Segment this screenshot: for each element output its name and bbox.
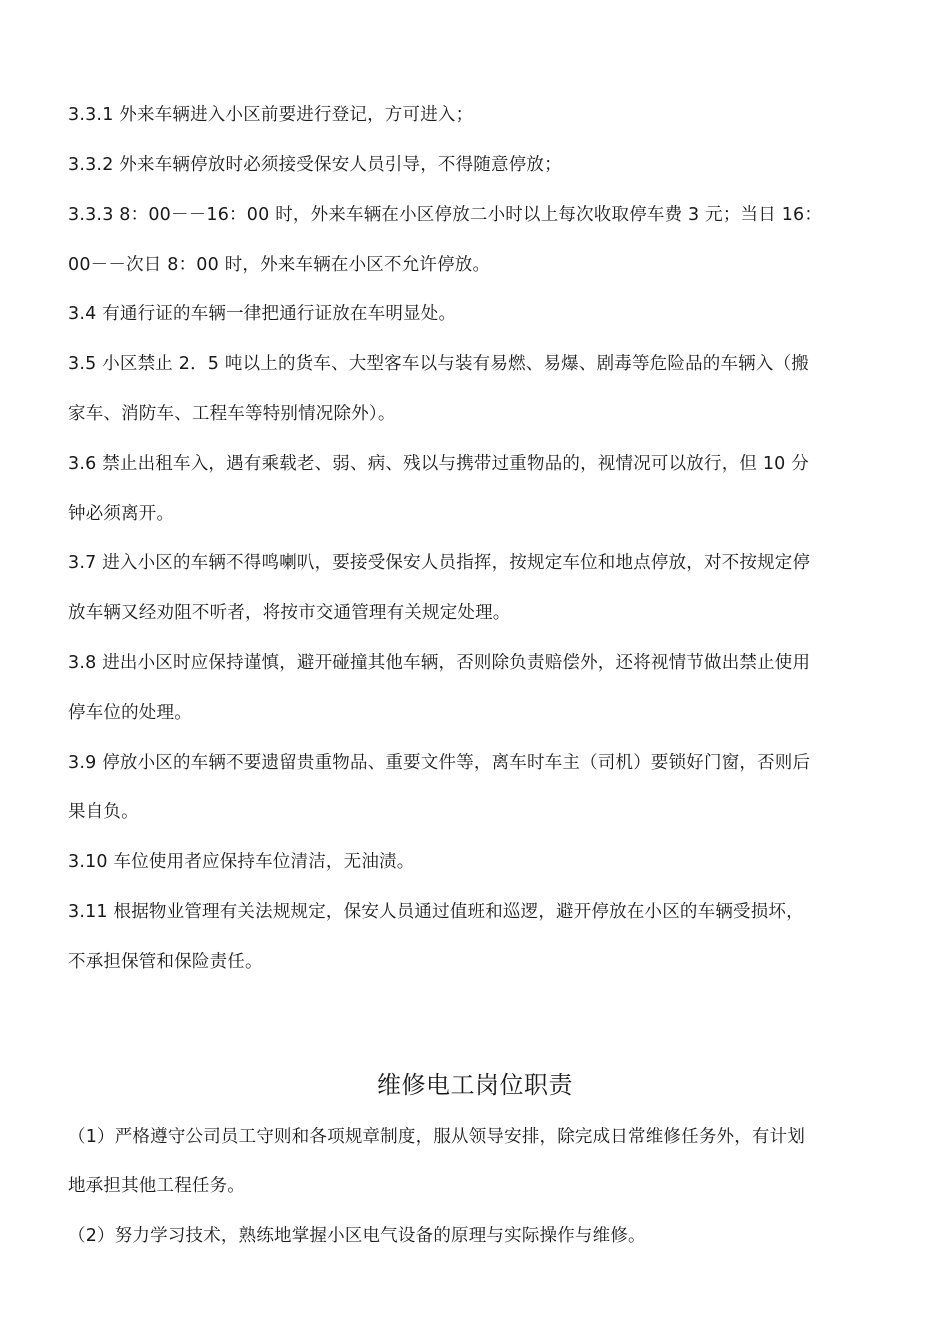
paragraph-line: 3.6 禁止出租车入，遇有乘载老、弱、病、残以与携带过重物品的，视情况可以放行，但 10 分 bbox=[68, 454, 809, 474]
paragraph-line: 3.8 进出小区时应保持谨慎，避开碰撞其他车辆，否则除负责赔偿外，还将视情节做出禁止使用 bbox=[68, 653, 811, 673]
paragraph-line: 停车位的处理。 bbox=[68, 703, 192, 723]
paragraph-line: 3.3.3 8：00－－16：00 时，外来车辆在小区停放二小时以上每次收取停车费 3 元；当日 16： bbox=[68, 205, 823, 225]
paragraph-line: （2）努力学习技术，熟练地掌握小区电气设备的原理与实际操作与维修。 bbox=[68, 1226, 646, 1246]
paragraph-line: 3.7 进入小区的车辆不得鸣喇叭，要接受保安人员指挥，按规定车位和地点停放，对不按规定停 bbox=[68, 553, 811, 573]
paragraph-line: 3.11 根据物业管理有关法规规定，保安人员通过值班和巡逻，避开停放在小区的车辆受损坏， bbox=[68, 902, 804, 922]
paragraph-line: 3.4 有通行证的车辆一律把通行证放在车明显处。 bbox=[68, 304, 457, 324]
paragraph-line: 3.10 车位使用者应保持车位清洁，无油渍。 bbox=[68, 852, 415, 872]
paragraph-line: 果自负。 bbox=[68, 802, 139, 822]
paragraph-line: 放车辆又经劝阻不听者，将按市交通管理有关规定处理。 bbox=[68, 603, 511, 623]
paragraph-line: 地承担其他工程任务。 bbox=[68, 1176, 245, 1196]
paragraph-line: 3.3.2 外来车辆停放时必须接受保安人员引导，不得随意停放； bbox=[68, 155, 562, 175]
paragraph-line: （1）严格遵守公司员工守则和各项规章制度，服从领导安排，除完成日常维修任务外，有计划 bbox=[68, 1127, 806, 1147]
paragraph-line: 3.9 停放小区的车辆不要遗留贵重物品、重要文件等，离车时车主（司机）要锁好门窗，否则后 bbox=[68, 753, 811, 773]
section-title: 维修电工岗位职责 bbox=[377, 1071, 573, 1099]
paragraph-line: 3.5 小区禁止 2．5 吨以上的货车、大型客车以与装有易燃、易爆、剧毒等危险品的车辆入（搬 bbox=[68, 354, 809, 374]
paragraph-line: 不承担保管和保险责任。 bbox=[68, 952, 263, 972]
paragraph-line: 钟必须离开。 bbox=[68, 504, 175, 524]
paragraph-line: 3.3.1 外来车辆进入小区前要进行登记，方可进入； bbox=[68, 105, 474, 125]
paragraph-line: 00－－次日 8：00 时，外来车辆在小区不允许停放。 bbox=[68, 255, 491, 275]
paragraph-line: 家车、消防车、工程车等特别情况除外）。 bbox=[68, 404, 396, 424]
